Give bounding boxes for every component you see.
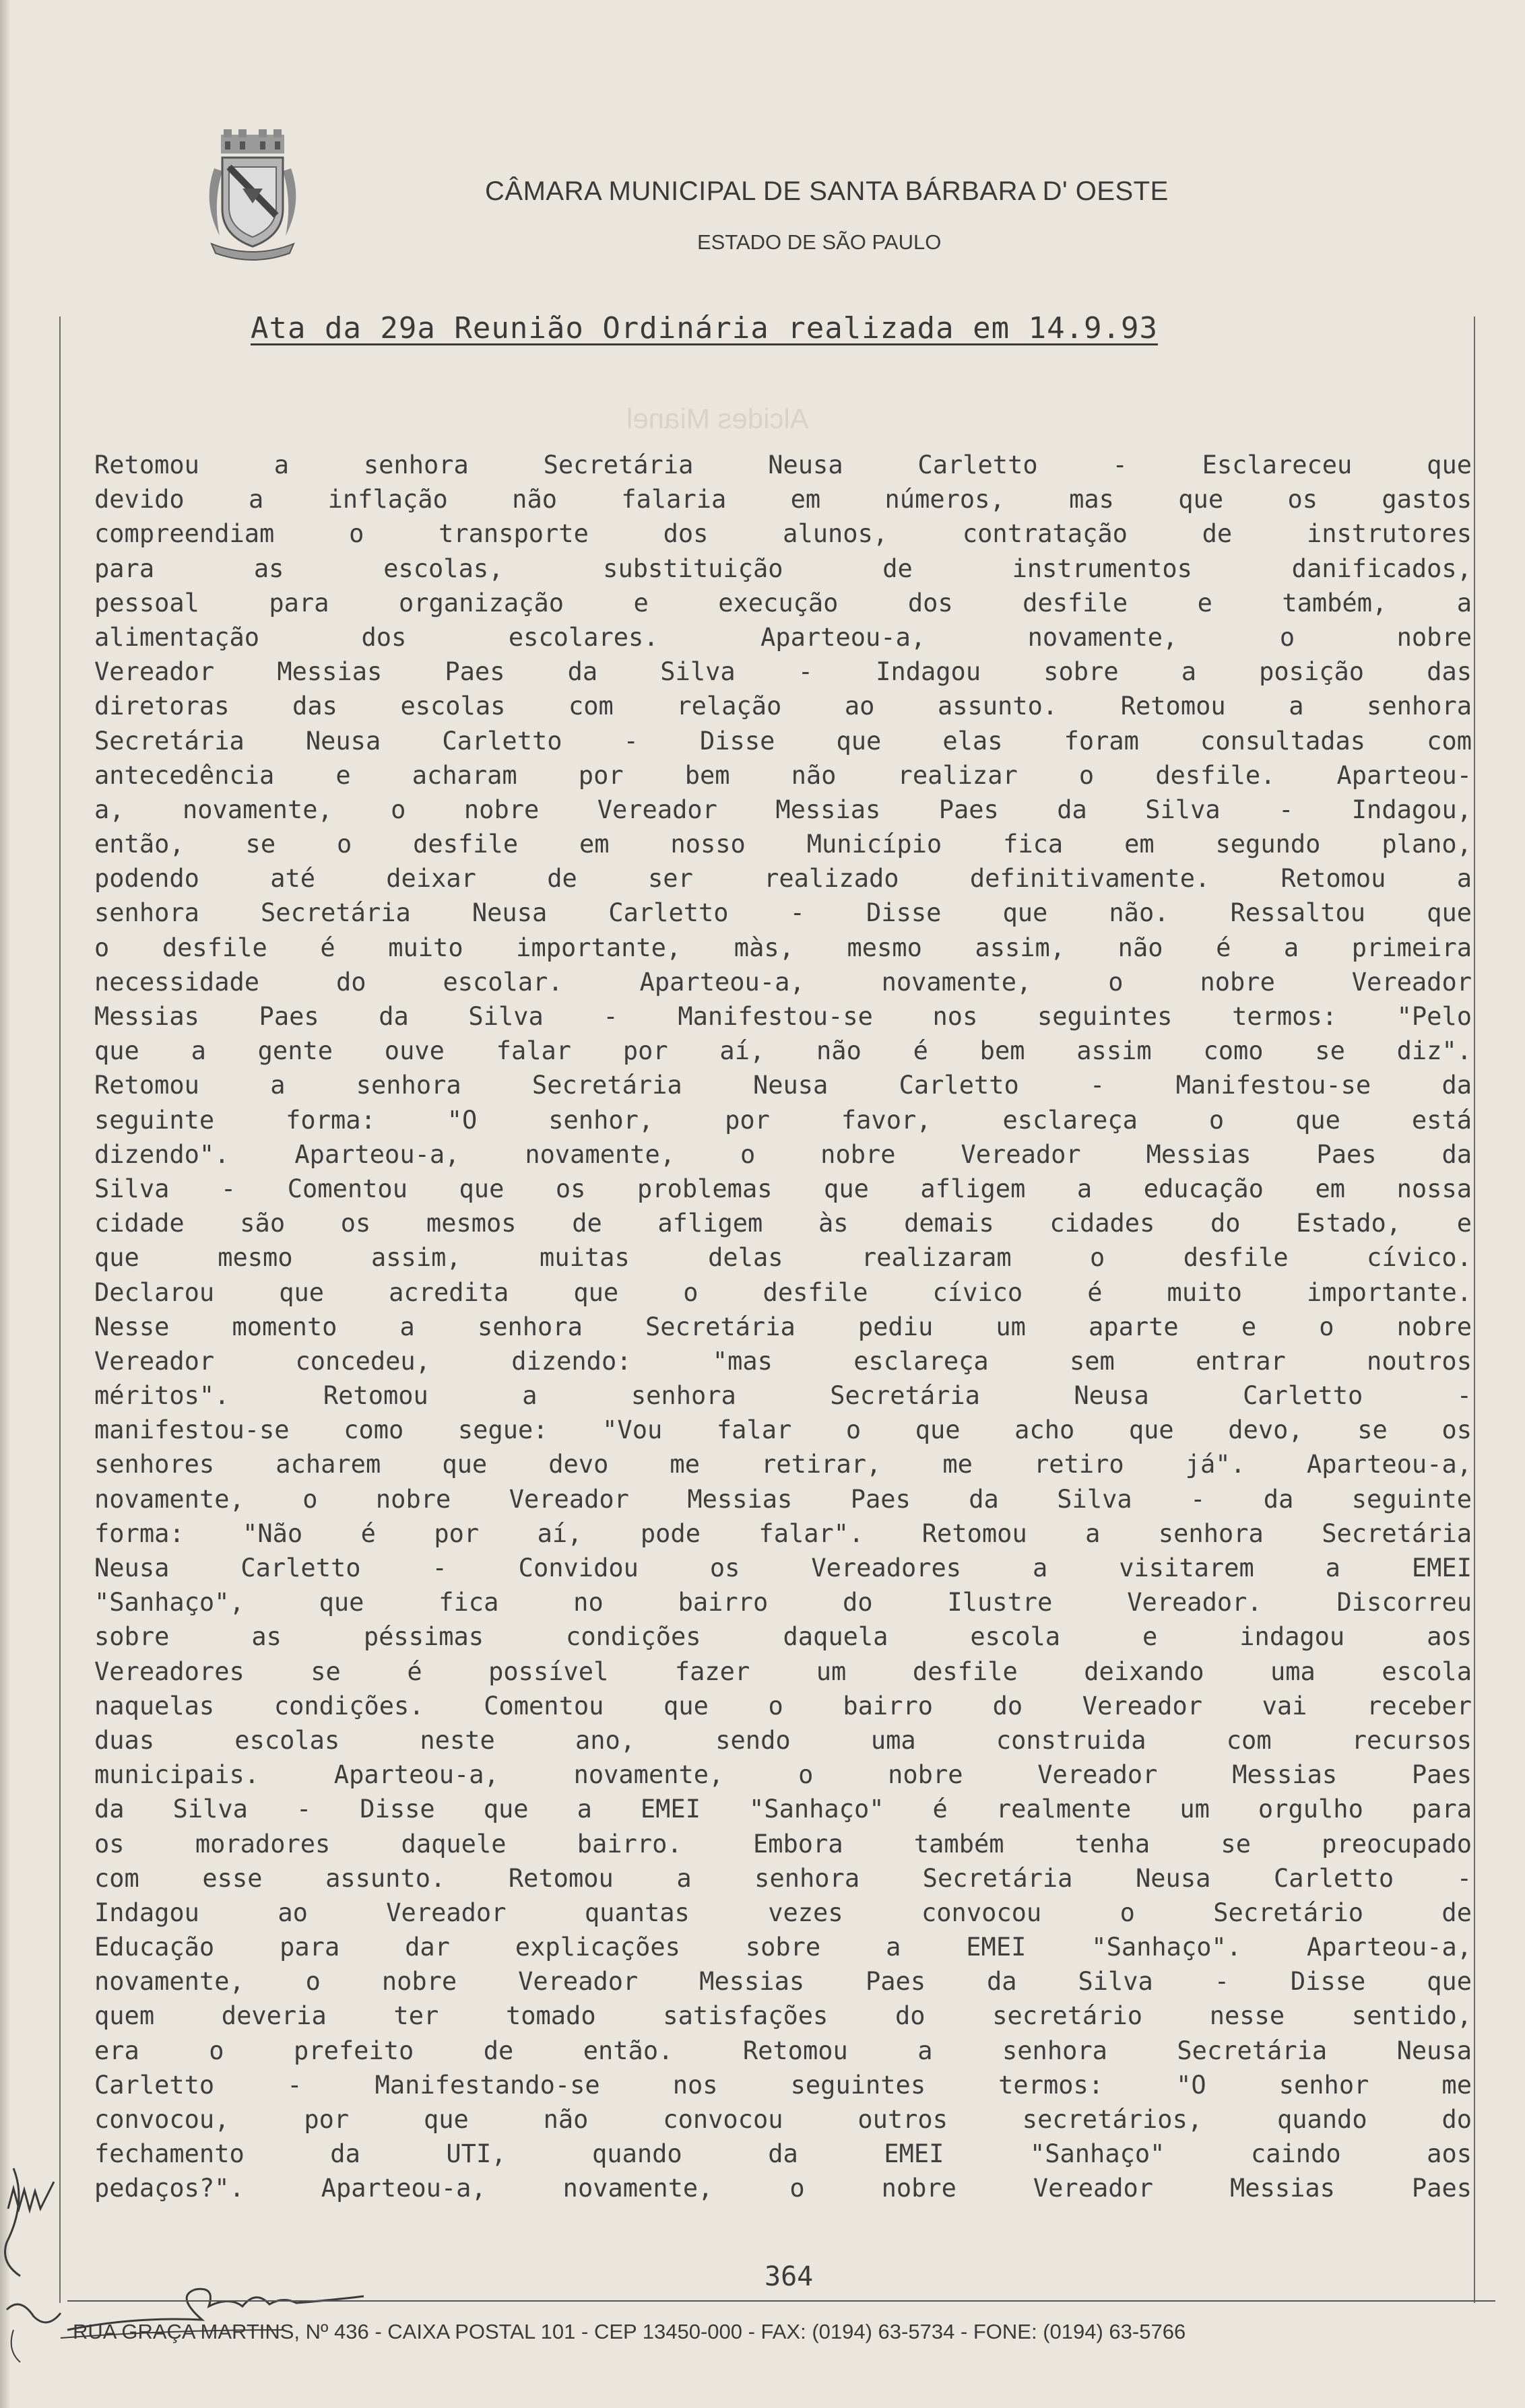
minutes-line: para as escolas, substituição de instrumentos danificados, [94,554,1472,583]
minutes-line: naquelas condições. Comentou que o bairro do Vereador vai receber [94,1691,1472,1720]
coat-of-arms-icon [202,128,303,263]
minutes-line: sobre as péssimas condições daquela escola e indagou aos [94,1622,1472,1652]
minutes-line: Secretária Neusa Carletto - Disse que elas foram consultadas com [94,726,1472,756]
minutes-line: méritos". Retomou a senhora Secretária Neusa Carletto - [94,1381,1472,1411]
minutes-line: municipais. Aparteou-a, novamente, o nobre Vereador Messias Paes [94,1760,1472,1790]
minutes-line: que a gente ouve falar por aí, não é bem assim como se diz". [94,1036,1472,1066]
minutes-line: convocou, por que não convocou outros secretários, quando do [94,2105,1472,2134]
minutes-line: Declarou que acredita que o desfile cívico é muito importante. [94,1277,1472,1307]
minutes-line: forma: "Não é por aí, pode falar". Retomou a senhora Secretária [94,1518,1472,1548]
minutes-line: antecedência e acharam por bem não realizar o desfile. Aparteou- [94,760,1472,790]
minutes-line: novamente, o nobre Vereador Messias Paes da Silva - da seguinte [94,1484,1472,1514]
minutes-body [94,448,1472,2206]
minutes-line: da Silva - Disse que a EMEI "Sanhaço" é realmente um orgulho para [94,1795,1472,1824]
organization-state: ESTADO DE SÃO PAULO [697,230,942,254]
minutes-line: com esse assunto. Retomou a senhora Secretária Neusa Carletto - [94,1863,1472,1893]
minutes-line: "Sanhaço", que fica no bairro do Ilustre Vereador. Discorreu [94,1588,1472,1617]
minutes-line: duas escolas neste ano, sendo uma construida com recursos [94,1725,1472,1755]
minutes-line: diretoras das escolas com relação ao assunto. Retomou a senhora [94,692,1472,721]
minutes-title: Ata da 29a Reunião Ordinária realizada em 14.9.93 [251,311,1159,345]
minutes-line: novamente, o nobre Vereador Messias Paes da Silva - Disse que [94,1967,1472,1997]
minutes-line: Indagou ao Vereador quantas vezes convocou o Secretário de [94,1898,1472,1927]
minutes-line: devido a inflação não falaria em números, mas que os gastos [94,485,1472,514]
minutes-line: necessidade do escolar. Aparteou-a, novamente, o nobre Vereador [94,967,1472,997]
minutes-line: senhora Secretária Neusa Carletto - Disse que não. Ressaltou que [94,898,1472,928]
minutes-line: manifestou-se como segue: "Vou falar o que acho que devo, se os [94,1415,1472,1445]
page-number: 364 [765,2261,814,2292]
minutes-line: compreendiam o transporte dos alunos, contratação de instrutores [94,519,1472,549]
minutes-line: Carletto - Manifestando-se nos seguintes termos: "O senhor me [94,2070,1472,2100]
minutes-line: Vereadores se é possível fazer um desfile deixando uma escola [94,1657,1472,1686]
minutes-line: Retomou a senhora Secretária Neusa Carletto - Manifestou-se da [94,1071,1472,1100]
left-margin-rule [59,316,61,2303]
minutes-line: os moradores daquele bairro. Embora também tenha se preocupado [94,1829,1472,1859]
right-margin-rule [1474,316,1475,2303]
minutes-line: quem deveria ter tomado satisfações do secretário nesse sentido, [94,2001,1472,2031]
minutes-line: pedaços?". Aparteou-a, novamente, o nobre Vereador Messias Paes [94,2174,1472,2203]
minutes-line: então, se o desfile em nosso Município fica em segundo plano, [94,830,1472,859]
minutes-line: Neusa Carletto - Convidou os Vereadores a visitarem a EMEI [94,1553,1472,1582]
minutes-line: podendo até deixar de ser realizado definitivamente. Retomou a [94,864,1472,894]
organization-name: CÂMARA MUNICIPAL DE SANTA BÁRBARA D' OESTE [485,176,1169,206]
minutes-line: que mesmo assim, muitas delas realizaram o desfile cívico. [94,1243,1472,1273]
minutes-line: Nesse momento a senhora Secretária pediu um aparte e o nobre [94,1312,1472,1341]
minutes-line: Retomou a senhora Secretária Neusa Carletto - Esclareceu que [94,450,1472,479]
minutes-line: o desfile é muito importante, màs, mesmo assim, não é a primeira [94,933,1472,962]
minutes-line: fechamento da UTI, quando da EMEI "Sanhaço" caindo aos [94,2139,1472,2169]
minutes-line: Silva - Comentou que os problemas que afligem a educação em nossa [94,1174,1472,1203]
minutes-line: senhores acharem que devo me retirar, me retiro já". Aparteou-a, [94,1450,1472,1479]
minutes-line: seguinte forma: "O senhor, por favor, esclareça o que está [94,1105,1472,1135]
minutes-line: Messias Paes da Silva - Manifestou-se nos seguintes termos: "Pelo [94,1002,1472,1031]
minutes-line: Vereador Messias Paes da Silva - Indagou sobre a posição das [94,657,1472,687]
page-edge-shadow [0,0,9,2408]
minutes-line: Educação para dar explicações sobre a EMEI "Sanhaço". Aparteou-a, [94,1933,1472,1962]
bleed-through-stamp: Alcides Mianel [626,403,809,434]
minutes-line: Vereador concedeu, dizendo: "mas esclareça sem entrar noutros [94,1346,1472,1376]
footer-address: RUA GRAÇA MARTINS, Nº 436 - CAIXA POSTAL 101 - CEP 13450-000 - FAX: (0194) 63-5734 - FONE: (0194) 63-5766 [73,2320,1186,2343]
minutes-line: a, novamente, o nobre Vereador Messias Paes da Silva - Indagou, [94,795,1472,824]
minutes-line: cidade são os mesmos de afligem às demais cidades do Estado, e [94,1209,1472,1238]
minutes-line: era o prefeito de então. Retomou a senhora Secretária Neusa [94,2036,1472,2065]
minutes-line: alimentação dos escolares. Aparteou-a, novamente, o nobre [94,622,1472,652]
minutes-line: dizendo". Aparteou-a, novamente, o nobre Vereador Messias Paes da [94,1139,1472,1169]
footer-divider [67,2300,1495,2302]
minutes-line: pessoal para organização e execução dos desfile e também, a [94,588,1472,617]
